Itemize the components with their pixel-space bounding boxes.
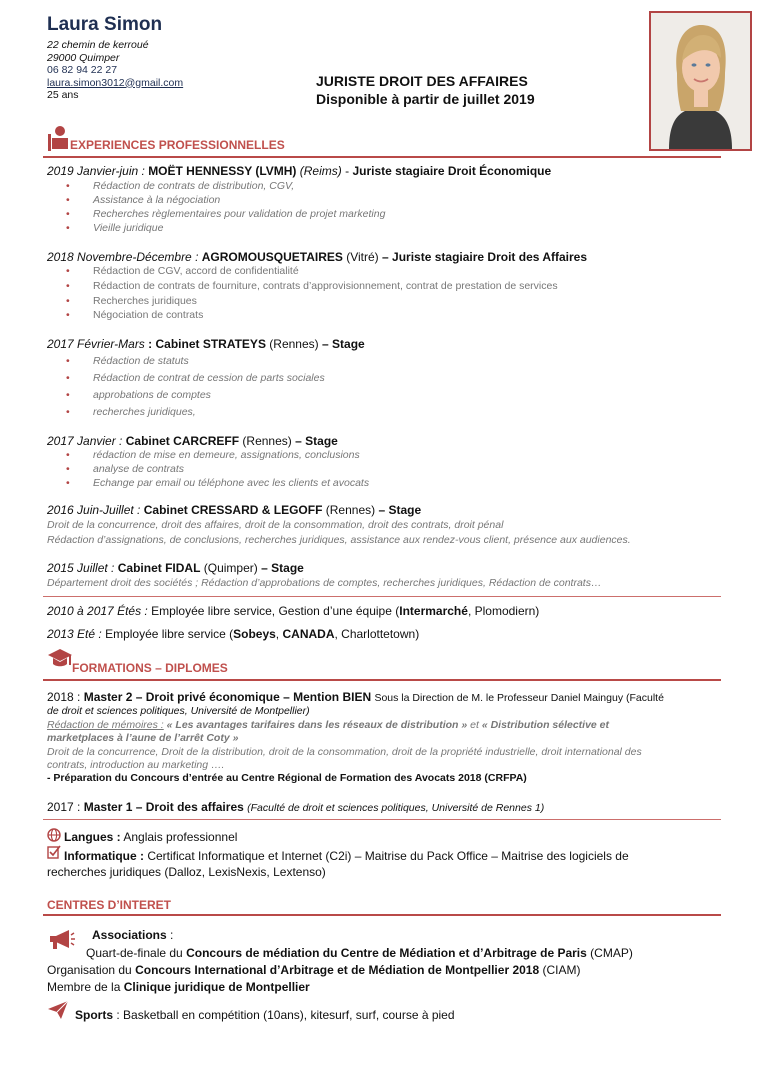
job-2-sep: – (382, 250, 389, 264)
candidate-name: Laura Simon (47, 14, 163, 35)
job-4-heading (47, 434, 338, 448)
profile-photo (649, 11, 752, 151)
job-6-sep: – (261, 561, 268, 575)
list-item: • Echange par email ou téléphone avec les clients et avocats (66, 477, 370, 489)
job-1-company: MOËT HENNESSY (LVMH) (148, 164, 297, 178)
it-skills-line-2: recherches juridiques (Dalloz, LexisNexis, Lextenso) (47, 865, 326, 879)
job-3-sep: – (322, 337, 329, 351)
job-title: JURISTE DROIT DES AFFAIRES (316, 73, 528, 89)
assoc-item-2: Organisation du Concours International d’Arbitrage et de Médiation de Montpellier 2018 (CIAM) (47, 963, 581, 977)
sports-line: Sports : Basketball en compétition (10ans), kitesurf, surf, course à pied (75, 1008, 455, 1022)
job-4-place: (Rennes) (242, 434, 292, 448)
job-2-date: 2018 Novembre-Décembre : (47, 250, 199, 264)
globe-icon (47, 828, 61, 842)
list-item: • Recherches juridiques (66, 295, 197, 307)
job-3-role: Stage (332, 337, 365, 351)
associations-label-line: Associations : (92, 928, 174, 942)
list-item: • Négociation de contrats (66, 309, 204, 321)
briefcase-person-icon (47, 125, 69, 151)
job-6-date: 2015 Juillet : (47, 561, 115, 575)
job-3-date: 2017 Février-Mars (47, 337, 145, 351)
list-item: • Vieille juridique (66, 222, 164, 234)
job-3-heading (47, 337, 365, 351)
job-2-heading (47, 250, 587, 264)
list-item: • Assistance à la négociation (66, 194, 221, 206)
age: 25 ans (47, 89, 79, 101)
assoc-item-1: Quart-de-finale du Concours de médiation du Centre de Médiation et d’Arbitrage de Paris (CMAP) (86, 946, 633, 960)
job-6-company: Cabinet FIDAL (117, 561, 201, 575)
address-line-2: 29000 Quimper (47, 51, 120, 64)
list-item: • Rédaction de CGV, accord de confidentialité (66, 265, 299, 277)
divider (43, 819, 721, 820)
job-1-role: Juriste stagiaire Droit Économique (352, 164, 552, 178)
phone: 06 82 94 22 27 (47, 64, 118, 76)
experience-heading: EXPERIENCES PROFESSIONNELLES (70, 138, 285, 152)
job-title-block (316, 72, 535, 108)
job-2-place: (Vitré) (346, 250, 379, 264)
m2-school: de droit et sciences politiques, Université de Montpellier) (47, 705, 310, 717)
list-item: • Rédaction de contrats de fourniture, contrats d’approvisionnement, contrat de prestation de services (66, 280, 558, 292)
list-item: • rédaction de mise en demeure, assignations, conclusions (66, 449, 360, 461)
contact-block (47, 39, 183, 102)
m2-memoir-cont: marketplaces à l’aune de l’arrêt Coty » (47, 732, 239, 744)
m1-heading: 2017 : Master 1 – Droit des affaires (Faculté de droit et sciences politiques, Université de Rennes 1) (47, 800, 545, 814)
section-divider (43, 679, 721, 681)
list-item: • Rédaction de contrat de cession de parts sociales (66, 372, 325, 384)
megaphone-icon (47, 928, 75, 950)
m2-courses-1: Droit de la concurrence, Droit de la distribution, droit de la consommation, droit de la propriété industrielle, droit international des (47, 746, 642, 758)
job-5-desc-1: Droit de la concurrence, droit des affaires, droit de la consommation, droit des contrats, droit pénal (47, 519, 504, 531)
list-item: • Rédaction de statuts (66, 355, 189, 367)
other-job-2: 2013 Eté : Employée libre service (Sobeys, CANADA, Charlottetown) (47, 627, 420, 641)
job-4-sep: – (295, 434, 302, 448)
divider (43, 596, 721, 597)
m2-memoir: Rédaction de mémoires : « Les avantages tarifaires dans les réseaux de distribution » et « Distribution sélective et (47, 719, 610, 731)
job-1-sep: - (345, 164, 350, 178)
job-2-company: AGROMOUSQUETAIRES (201, 250, 343, 264)
job-6-place: (Quimper) (203, 561, 258, 575)
job-5-role: Stage (388, 503, 422, 517)
job-1-date: 2019 Janvier-juin : (47, 164, 145, 178)
job-6-desc: Département droit des sociétés ; Rédaction d’approbations de comptes, recherches juridiques, Rédaction de contrats… (47, 577, 602, 589)
list-item: • Rédaction de contrats de distribution, CGV, (66, 180, 295, 192)
email-link[interactable]: laura.simon3012@gmail.com (47, 76, 184, 89)
section-divider (43, 914, 721, 916)
m2-courses-2: contrats, introduction au marketing …. (47, 759, 225, 771)
list-item: • Recherches règlementaires pour validation de projet marketing (66, 208, 386, 220)
interests-heading: CENTRES D’INTERET (47, 898, 172, 912)
paper-plane-icon (47, 1000, 69, 1020)
checklist-icon (47, 845, 61, 859)
job-6-heading (47, 561, 304, 575)
list-item: • analyse de contrats (66, 463, 185, 475)
job-5-place: (Rennes) (325, 503, 376, 517)
job-5-date: 2016 Juin-Juillet : (47, 503, 141, 517)
job-3-place: (Rennes) (269, 337, 319, 351)
education-heading: FORMATIONS – DIPLOMES (72, 661, 228, 675)
job-2-role: Juriste stagiaire Droit des Affaires (392, 250, 588, 264)
job-1-heading (47, 164, 551, 178)
assoc-item-3: Membre de la Clinique juridique de Montpellier (47, 980, 310, 994)
list-item: • recherches juridiques, (66, 406, 196, 418)
job-4-date: 2017 Janvier : (47, 434, 123, 448)
job-6-role: Stage (271, 561, 304, 575)
graduation-cap-icon (47, 648, 73, 670)
job-3-company: : Cabinet STRATEYS (148, 337, 266, 351)
m2-heading: 2018 : Master 2 – Droit privé économique – Mention BIEN Sous la Direction de M. le Professeur Daniel Mainguy (Faculté (47, 690, 664, 704)
availability: Disponible à partir de juillet 2019 (316, 91, 535, 107)
job-5-company: Cabinet CRESSARD & LEGOFF (143, 503, 323, 517)
it-skills-line: Informatique : Certificat Informatique et Internet (C2i) – Maitrise du Pack Office – Maitrise des logiciels de (64, 849, 629, 863)
other-job-1: 2010 à 2017 Étés : Employée libre service, Gestion d’une équipe (Intermarché, Plomodiern) (47, 604, 540, 618)
job-5-heading (47, 503, 421, 517)
section-divider (43, 156, 721, 158)
languages-line: Langues : Anglais professionnel (64, 830, 238, 844)
list-item: • approbations de comptes (66, 389, 211, 401)
job-1-place: (Reims) (299, 164, 342, 178)
crfpa-prep: - Préparation du Concours d’entrée au Centre Régional de Formation des Avocats 2018 (CRFPA) (47, 772, 527, 784)
job-4-company: Cabinet CARCREFF (125, 434, 240, 448)
address-line-1: 22 chemin de kerroué (47, 39, 149, 51)
job-4-role: Stage (305, 434, 338, 448)
job-5-sep: – (378, 503, 386, 517)
job-5-desc-2: Rédaction d’assignations, de conclusions, recherches juridiques, assistance aux rendez-vous client, présence aux audiences. (47, 534, 631, 546)
